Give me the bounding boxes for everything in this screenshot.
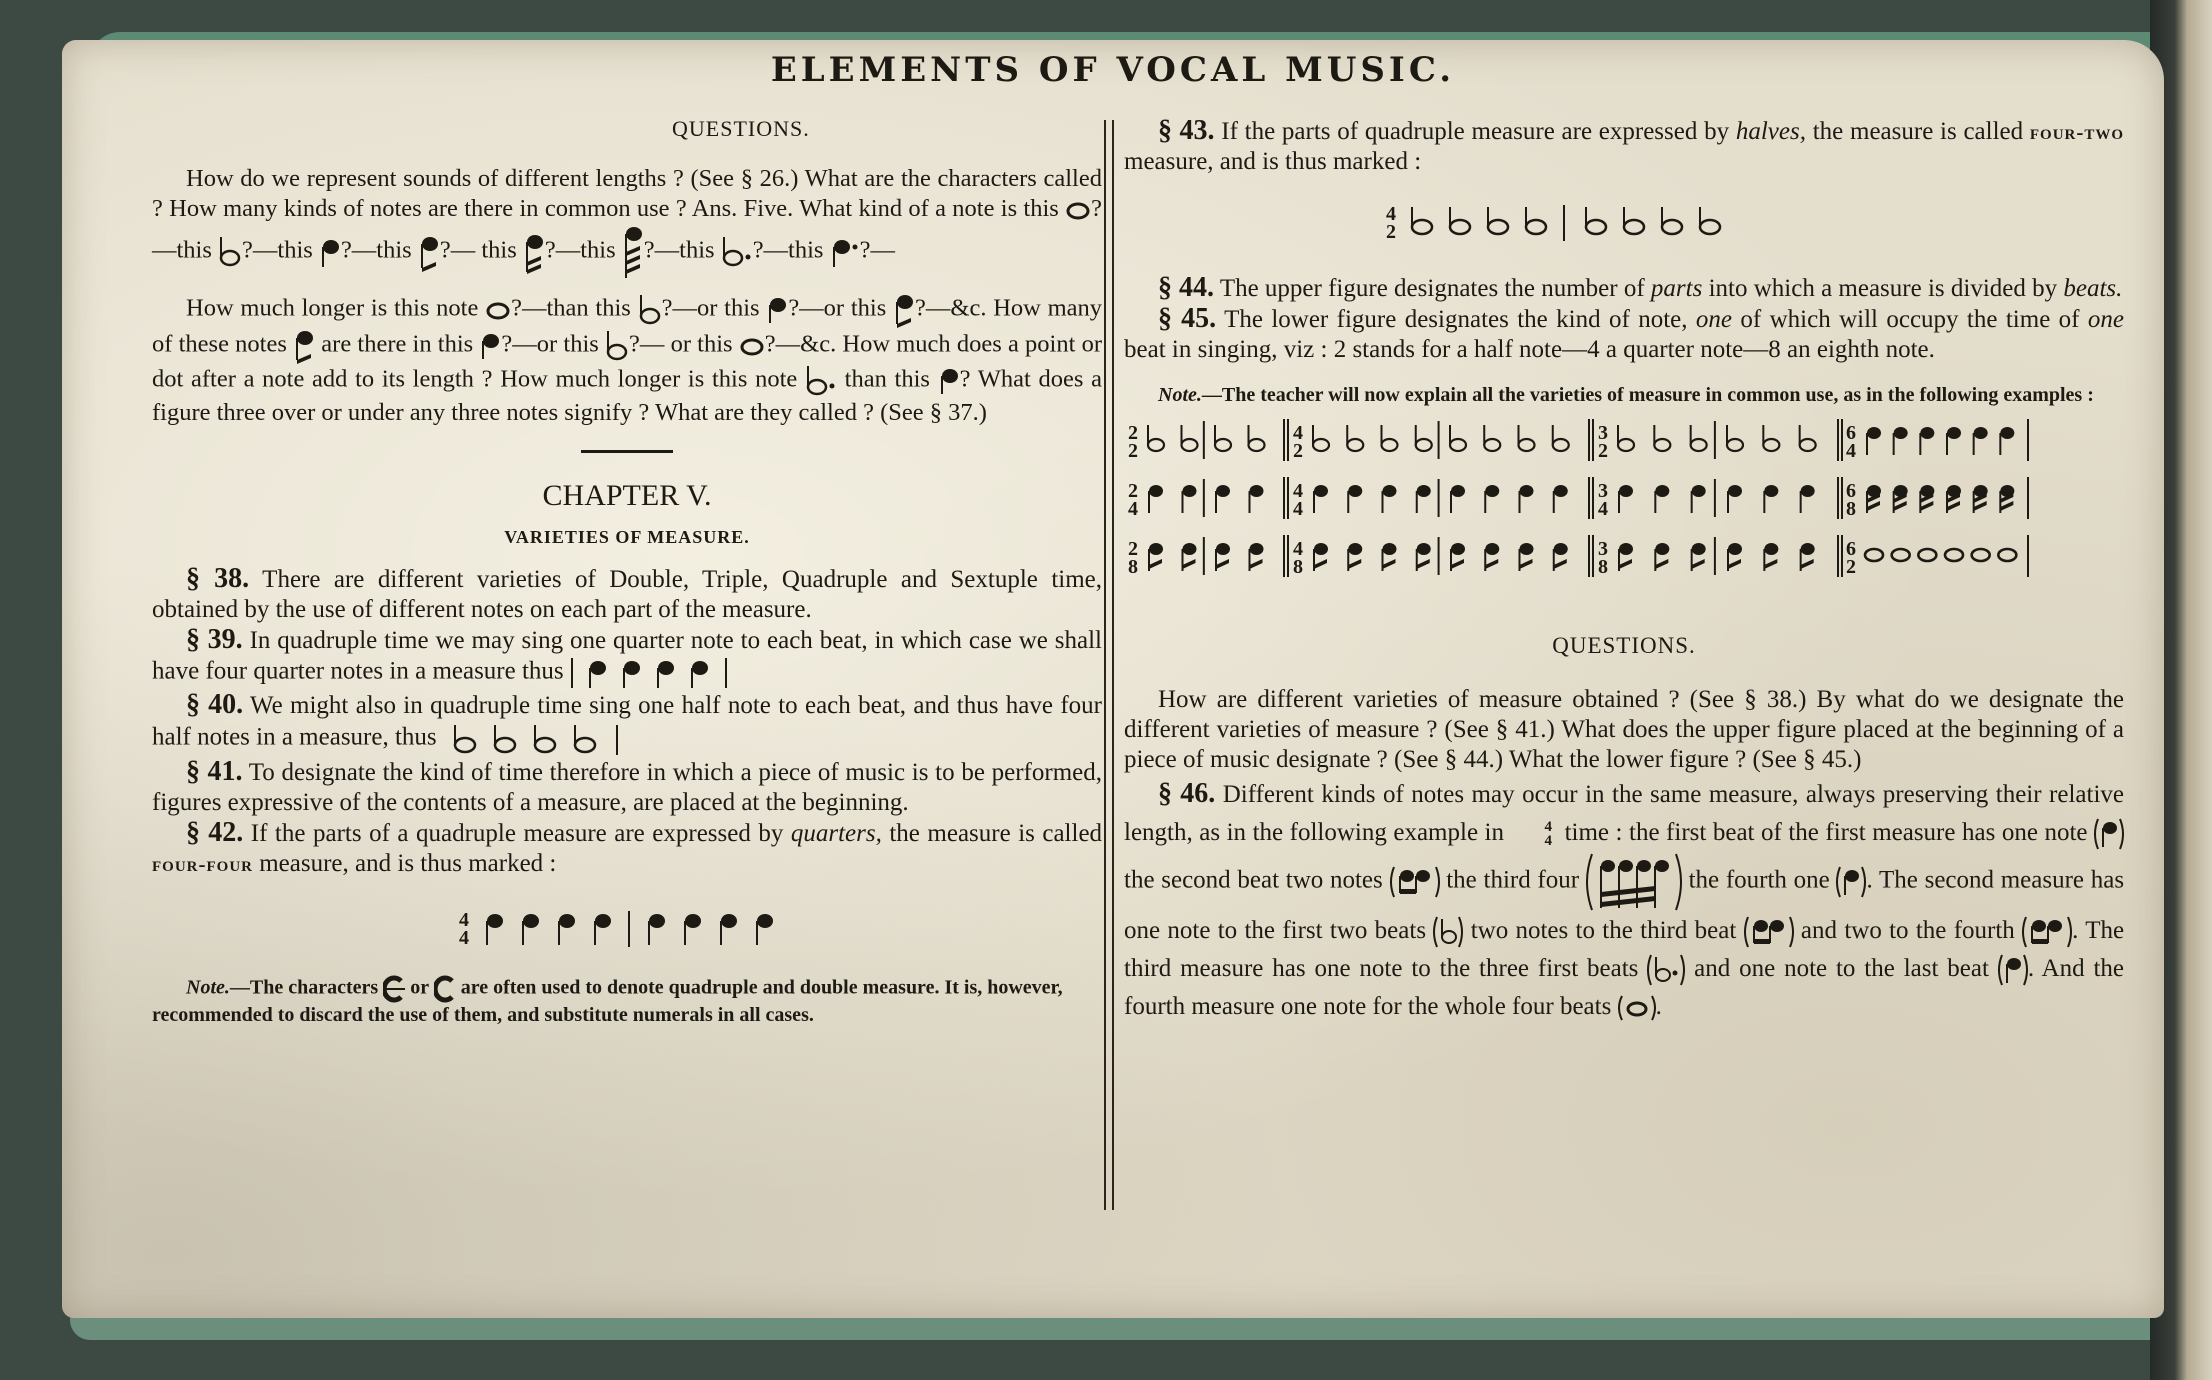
time-signature-top: 6 xyxy=(1846,538,1856,560)
cut-time-icon xyxy=(434,975,456,1003)
chapter-subtitle: VARIETIES OF MEASURE. xyxy=(504,527,750,547)
four-four-notes xyxy=(475,909,795,949)
quarter-note-icon xyxy=(2094,817,2124,851)
questions-paragraph-2: How much longer is this note ?—than this ?—or this ?—or this ?—&c. How many of these notes are there in this ?—or this ?— or this ?—&c. How much does a point or dot after a note add to its length ? How much longer is this note than this ? What does a figure three over or under any three notes signify ? What are they called ? (See § 37.) xyxy=(152,292,1102,428)
questions-paragraph-right: How are different varieties of measure obtained ? (See § 38.) By what do we designate the different varieties of measure ? (See § 41.) What does the upper figure placed at the beginning of a piece of music designate ? (See § 44.) What the lower figure ? (See § 45.) xyxy=(1124,686,2124,773)
dotted-half-note-icon xyxy=(805,364,837,398)
two-eighth-notes-icon xyxy=(1744,915,1794,949)
whole-note-icon xyxy=(1618,994,1656,1022)
time-signature-top: 4 xyxy=(1293,480,1303,502)
time-signature-bottom: 4 xyxy=(1128,498,1138,520)
two-eighth-notes-icon xyxy=(1390,865,1440,899)
section-39: § 39. In quadruple time we may sing one quarter note to each beat, in which case we shall have four quarter notes in a measure thus xyxy=(152,625,1102,690)
section-46: § 46. Different kinds of notes may occur in the same measure, always preserving their relative length, as in the following example in 4 4 time : the first beat of the first measure has one note the second beat two notes the third four the fourth one . The second measure has one note to the first two beats two notes to the third beat and two to the fourth . The third measure has one note to the three first beats and one note to the last beat . And the fourth measure one note for the whole four beats . xyxy=(1124,775,2124,1026)
half-note-icon xyxy=(638,293,662,327)
time-signature-bottom: 4 xyxy=(1846,440,1856,462)
whole-note-icon xyxy=(739,336,765,356)
chapter-title: CHAPTER V. xyxy=(542,479,712,512)
half-note-icon xyxy=(605,329,629,363)
time-signature-bottom: 8 xyxy=(1598,556,1608,578)
section-41: § 41. To designate the kind of time therefore in which a piece of music is to be performed, figures expressive of the contents of a measure, are placed at the beginning. xyxy=(152,756,1102,816)
time-signature-top: 2 xyxy=(1128,422,1138,444)
quarter-note-icon xyxy=(479,331,501,361)
section-38: § 38. There are different varieties of Double, Triple, Quadruple and Sextuple time, obtained by the use of different notes on each part of the measure. xyxy=(152,563,1102,623)
quarter-note-icon xyxy=(319,235,341,269)
time-signature-top: 2 xyxy=(1128,480,1138,502)
whole-note-icon xyxy=(485,300,511,320)
time-signature: 4 4 xyxy=(459,909,469,949)
time-signature-top: 4 xyxy=(1293,422,1303,444)
sixteenth-note-icon xyxy=(523,230,545,274)
questions-heading-right: QUESTIONS. xyxy=(1552,633,1696,658)
quarter-note-icon xyxy=(938,366,960,396)
time-signature-top: 6 xyxy=(1846,422,1856,444)
time-signature-top: 4 xyxy=(1293,538,1303,560)
half-note-icon xyxy=(218,235,242,269)
right-column xyxy=(1124,116,2124,1026)
book-page xyxy=(62,40,2164,1318)
thirty-second-note-icon xyxy=(622,224,644,280)
questions-paragraph-1: How do we represent sounds of different lengths ? (See § 26.) What are the characters called ? How many kinds of notes are there in common use ? Ans. Five. What kind of a note is this ?—this ?—this ?—this ?— this ?—this ?—this ?—this ?— xyxy=(152,164,1102,280)
half-note-icon xyxy=(1433,915,1463,949)
time-signature-bottom: 4 xyxy=(1598,498,1608,520)
time-signature-top: 2 xyxy=(1128,538,1138,560)
time-signature-bottom: 8 xyxy=(1846,498,1856,520)
eighth-note-icon xyxy=(893,292,915,328)
time-signature-top: 3 xyxy=(1598,422,1608,444)
measure-examples-svg xyxy=(1124,419,2124,599)
inline-time-signature: 4 4 xyxy=(1544,819,1553,850)
time-signature-bottom: 2 xyxy=(1293,440,1303,462)
note-common-time: Note.—The characters or are often used to denote quadruple and double measure. It is, however, recommended to discard the use of them, and substitute numerals in all cases. xyxy=(152,976,1063,1026)
dotted-half-note-icon xyxy=(1647,953,1685,987)
four-two-notes xyxy=(1402,203,1742,243)
four-four-example xyxy=(152,909,1102,949)
time-signature-top: 3 xyxy=(1598,538,1608,560)
left-column xyxy=(152,116,1102,1027)
dotted-half-note-icon xyxy=(721,235,753,269)
common-time-icon xyxy=(383,975,405,1003)
running-head: ELEMENTS OF VOCAL MUSIC. xyxy=(770,50,1456,90)
quarter-note-icon xyxy=(1998,953,2028,987)
four-two-example xyxy=(1004,203,2124,243)
section-45: § 45. The lower figure designates the kind of note, one of which will occupy the time of one beat in singing, viz : 2 stands for a half note—4 a quarter note—8 an eighth note. xyxy=(1124,303,2125,363)
time-signature-bottom: 2 xyxy=(1128,440,1138,462)
eighth-note-icon xyxy=(293,328,315,364)
questions-heading: QUESTIONS. xyxy=(672,116,810,141)
quarter-note-measure xyxy=(570,656,730,690)
eighth-note-icon xyxy=(418,232,440,272)
section-43: § 43. If the parts of quadruple measure are expressed by halves, the measure is called four-two measure, and is thus marked : xyxy=(1124,115,2125,175)
section-42: § 42. If the parts of a quadruple measure are expressed by quarters, the measure is called four-four measure, and is thus marked : xyxy=(152,817,1103,877)
quarter-note-icon xyxy=(1836,865,1866,899)
measure-examples-grid xyxy=(1124,419,2124,599)
time-signature-top: 3 xyxy=(1598,480,1608,502)
section-44: § 44. The upper figure designates the number of parts into which a measure is divided by beats. xyxy=(1158,272,2123,303)
time-signature-top: 6 xyxy=(1846,480,1856,502)
time-signature-bottom: 2 xyxy=(1846,556,1856,578)
q1-text: How do we represent sounds of different lengths ? (See § 26.) What are the characters called ? How many kinds of notes are there in common use ? Ans. Five. What kind of a note is this xyxy=(152,165,1102,222)
time-signature-bottom: 8 xyxy=(1128,556,1138,578)
quarter-note-icon xyxy=(766,295,788,325)
column-divider xyxy=(1104,120,1114,1210)
half-note-measure xyxy=(443,721,623,757)
time-signature-bottom: 8 xyxy=(1293,556,1303,578)
time-signature-bottom: 4 xyxy=(1293,498,1303,520)
four-sixteenth-notes-icon xyxy=(1586,852,1682,912)
time-signature-bottom: 2 xyxy=(1598,440,1608,462)
dotted-quarter-note-icon xyxy=(830,235,860,269)
section-40: § 40. We might also in quadruple time sing one half note to each beat, and thus have four half notes in a measure, thus xyxy=(152,690,1102,757)
note-teacher: Note.—The teacher will now explain all the varieties of measure in common use, as in the following examples : xyxy=(1158,384,2094,406)
time-signature: 4 2 xyxy=(1386,203,1396,243)
two-eighth-notes-icon xyxy=(2022,915,2072,949)
